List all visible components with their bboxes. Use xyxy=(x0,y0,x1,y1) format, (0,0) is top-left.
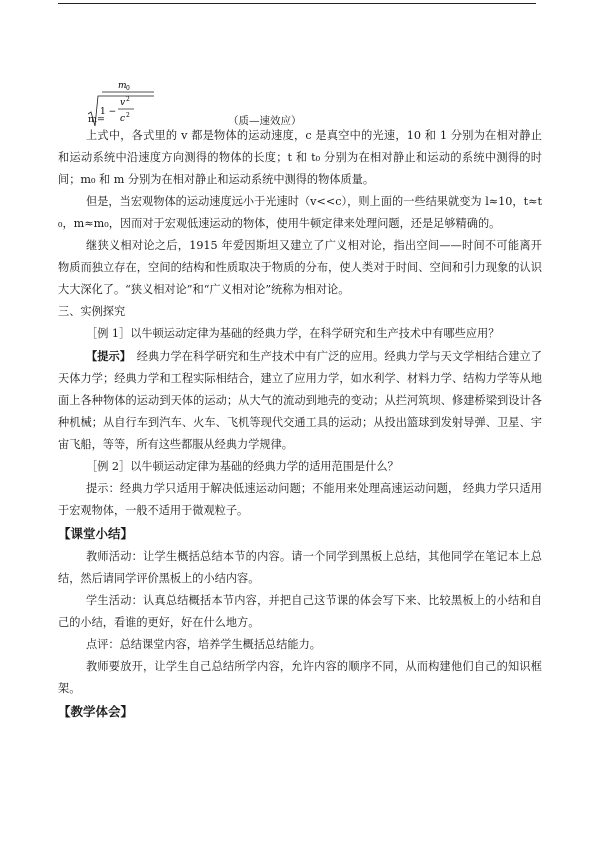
reflection-heading: 【教学体会】 xyxy=(58,704,134,719)
student-activity: 学生活动：认真总结概括本节内容，并把自己这节课的体会写下来、比较黑板上的小结和自己的小结，看谁的更好，好在什么地方。 xyxy=(58,594,542,629)
hint-text: 经典力学在科学研究和生产技术中有广泛的应用。经典力学与天文学相结合建立了天体力学；经典力学和工程实际相结合，建立了应用力学，如水利学、材料力学、结构力学等从地面上各种物体的运动到天体的运动；从大气的流动到地壳的变动；从拦河筑坝、修建桥梁到设计各种机械；从自行车到汽车、火车、飞机等现代交通工具的运动；从投出篮球到发射导弹、卫星、宇宙飞船，等等，所有这些都服从经典力学规律。 xyxy=(58,350,542,451)
paragraph-low-speed: 但是，当宏观物体的运动速度远小于光速时（v<<c），则上面的一些结果就变为 l≈10，t≈t₀，m≈m₀，因而对于宏观低速运动的物体，使用牛顿定律来处理问题，还是足够精确的。 xyxy=(58,195,542,230)
formula-c: c xyxy=(120,114,126,124)
formula-one-minus: 1 − xyxy=(100,107,117,117)
paragraph-general-relativity: 继狭义相对论之后，1915 年爱因斯坦又建立了广义相对论，指出空间——时间不可能离开物质而独立存在，空间的结构和性质取决于物质的分布，使人类对于时间、空间和引力现象的认识大大深化了。“狭义相对论”和“广义相对论”统称为相对论。 xyxy=(58,239,542,296)
hint-label: 【提示】 xyxy=(86,349,132,363)
example-1-question: ［例 1］以牛顿运动定律为基础的经典力学，在科学研究和生产技术中有哪些应用？ xyxy=(86,327,500,340)
formula-note: （质—速效应） xyxy=(228,115,302,127)
header-rule xyxy=(58,3,536,4)
mass-velocity-formula xyxy=(88,78,328,130)
formula-v-sup: 2 xyxy=(126,96,130,103)
teacher-activity: 教师活动：让学生概括总结本节的内容。请一个同学到黑板上总结，其他同学在笔记本上总结，然后请同学评价黑板上的小结内容。 xyxy=(58,550,542,585)
formula-lead: m= xyxy=(88,114,105,125)
summary-heading: 【课堂小结】 xyxy=(58,526,134,541)
example-2-question: ［例 2］以牛顿运动定律为基础的经典力学的适用范围是什么？ xyxy=(86,460,399,473)
document-body xyxy=(58,125,542,724)
paragraph-variables: 上式中，各式里的 v 都是物体的运动速度，c 是真空中的光速，10 和 1 分别为在相对静止和运动系统中沿速度方向测得的物体的长度；t 和 t₀ 分别为在相对静止和运动的系统中测得的时间；m₀ 和 m 分别为在相对静止和运动系统中测得的物体质量。 xyxy=(58,129,542,186)
teacher-open: 教师要放开，让学生自己总结所学内容，允许内容的顺序不同，从而构建他们自己的知识框架。 xyxy=(58,660,542,695)
formula-numerator-sub: 0 xyxy=(126,85,130,92)
example-1-hint xyxy=(58,345,542,456)
example-2-answer: 提示：经典力学只适用于解决低速运动问题；不能用来处理高速运动问题， 经典力学只适用于宏观物体，一般不适用于微观粒子。 xyxy=(58,482,542,517)
section-heading-examples: 三、实例探究 xyxy=(58,305,126,318)
formula-c-sup: 2 xyxy=(126,112,130,119)
formula-graphic xyxy=(88,78,228,130)
formula-numerator: m xyxy=(118,81,127,91)
formula-v: v xyxy=(120,98,126,108)
comment: 点评：总结课堂内容，培养学生概括总结能力。 xyxy=(86,638,321,651)
